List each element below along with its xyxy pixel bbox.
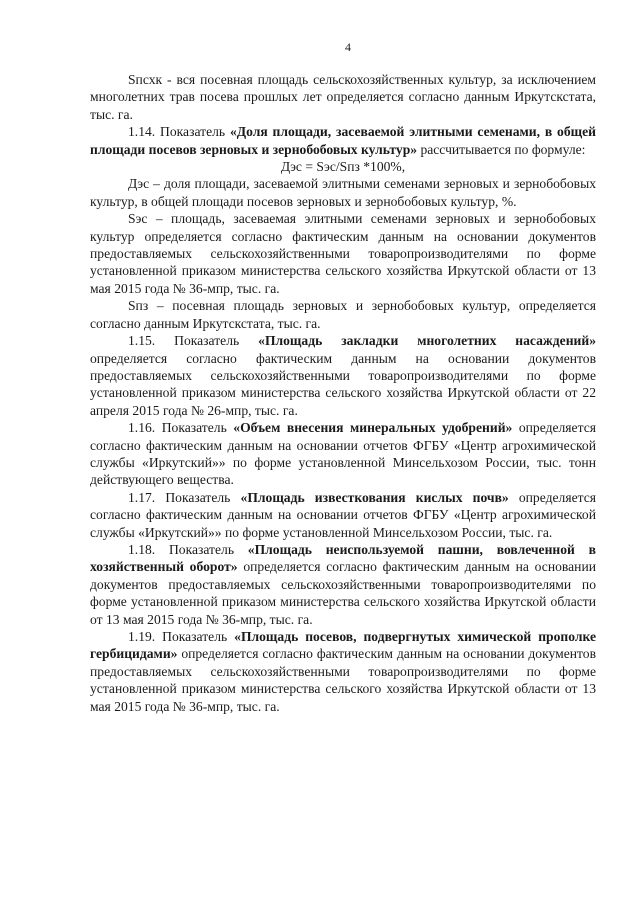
item-number: 1.18. Показатель [128, 541, 248, 557]
item-number: 1.14. Показатель [128, 124, 230, 140]
paragraph-1-16 [90, 419, 596, 489]
indicator-title: «Объем внесения минеральных удобрений» [233, 420, 513, 436]
paragraph-ses-definition: Sэс – площадь, засеваемая элитными семенами зерновых и зернобобовых культур определяется согласно фактическим данным на основании документов предоставляемых сельскохозяйственными товаропроизводителями по форме установленной приказом министерства сельского хозяйства Иркутской области от 13 мая 2015 года № 36-мпр, тыс. га. [90, 211, 596, 296]
paragraph-text: определяется согласно фактическим данным на основании документов предоставляемых сельскохозяйственными товаропроизводителями по форме установленной приказом министерства сельского хозяйства Иркутской области от 22 апреля 2015 года № 26-мпр, тыс. га. [90, 350, 596, 418]
item-number: 1.17. Показатель [128, 489, 241, 505]
paragraph-1-15 [90, 332, 596, 419]
indicator-title: «Площадь неиспользуемой пашни, вовлеченной в хозяйственный оборот» [90, 541, 597, 575]
item-number: 1.19. Показатель [128, 629, 235, 644]
paragraph-spz-definition: Sпз – посевная площадь зерновых и зернобобовых культур, определяется согласно данным Иркутскстата, тыс. га. [90, 298, 596, 331]
paragraph-text: определяется согласно фактическим данным на основании отчетов ФГБУ «Центр агрохимической службы «Иркутский»» по форме установленной Минсельхозом России, тыс. га. [90, 489, 596, 540]
indicator-title: «Площадь известкования кислых почв» [240, 489, 509, 505]
indicator-title: «Площадь закладки многолетних насаждений» [258, 333, 596, 349]
paragraph-sncxk-definition: Sпсхк - вся посевная площадь сельскохозяйственных культур, за исключением многолетних трав посева прошлых лет определяется согласно данным Иркутскстата, тыс. га. [90, 72, 596, 122]
item-number: 1.15. Показатель [128, 333, 259, 349]
paragraph-1-18 [90, 541, 596, 628]
paragraph-text: определяется согласно фактическим данным на основании документов предоставляемых сельскохозяйственными товаропроизводителями по форме установленной приказом министерства сельского хозяйства Иркутской области от 13 мая 2015 года № 36-мпр, тыс. га. [90, 559, 596, 627]
paragraph-text: определяется согласно фактическим данным на основании отчетов ФГБУ «Центр агрохимической службы «Иркутский»» по форме установленной Минсельхозом России, тыс. тонн действующего вещества. [90, 420, 596, 488]
paragraph-1-17 [90, 489, 596, 541]
paragraph-text: рассчитывается по формуле: [417, 141, 586, 157]
formula: Дэс = Sэс/Sпз *100%, [280, 159, 406, 175]
indicator-title: «Площадь посевов, подвергнутых химической прополке гербицидами» [90, 629, 596, 662]
paragraph-des-definition: Дэс – доля площади, засеваемой элитными семенами зерновых и зернобобовых культур, в общей площади посевов зерновых и зернобобовых культур, %. [90, 176, 596, 209]
paragraph-text: определяется согласно фактическим данным на основании документов предоставляемых сельскохозяйственными товаропроизводителями по форме установленной приказом министерства сельского хозяйства Иркутской области от 13 мая 2015 года № 36-мпр, тыс. га. [90, 646, 596, 714]
item-number: 1.16. Показатель [128, 420, 234, 436]
page-number: 4 [345, 40, 351, 54]
paragraph-1-19 [90, 628, 596, 715]
indicator-title: «Доля площади, засеваемой элитными семенами, в общей площади посевов зерновых и зернобобовых культур» [90, 124, 596, 157]
paragraph-1-14 [90, 123, 596, 158]
